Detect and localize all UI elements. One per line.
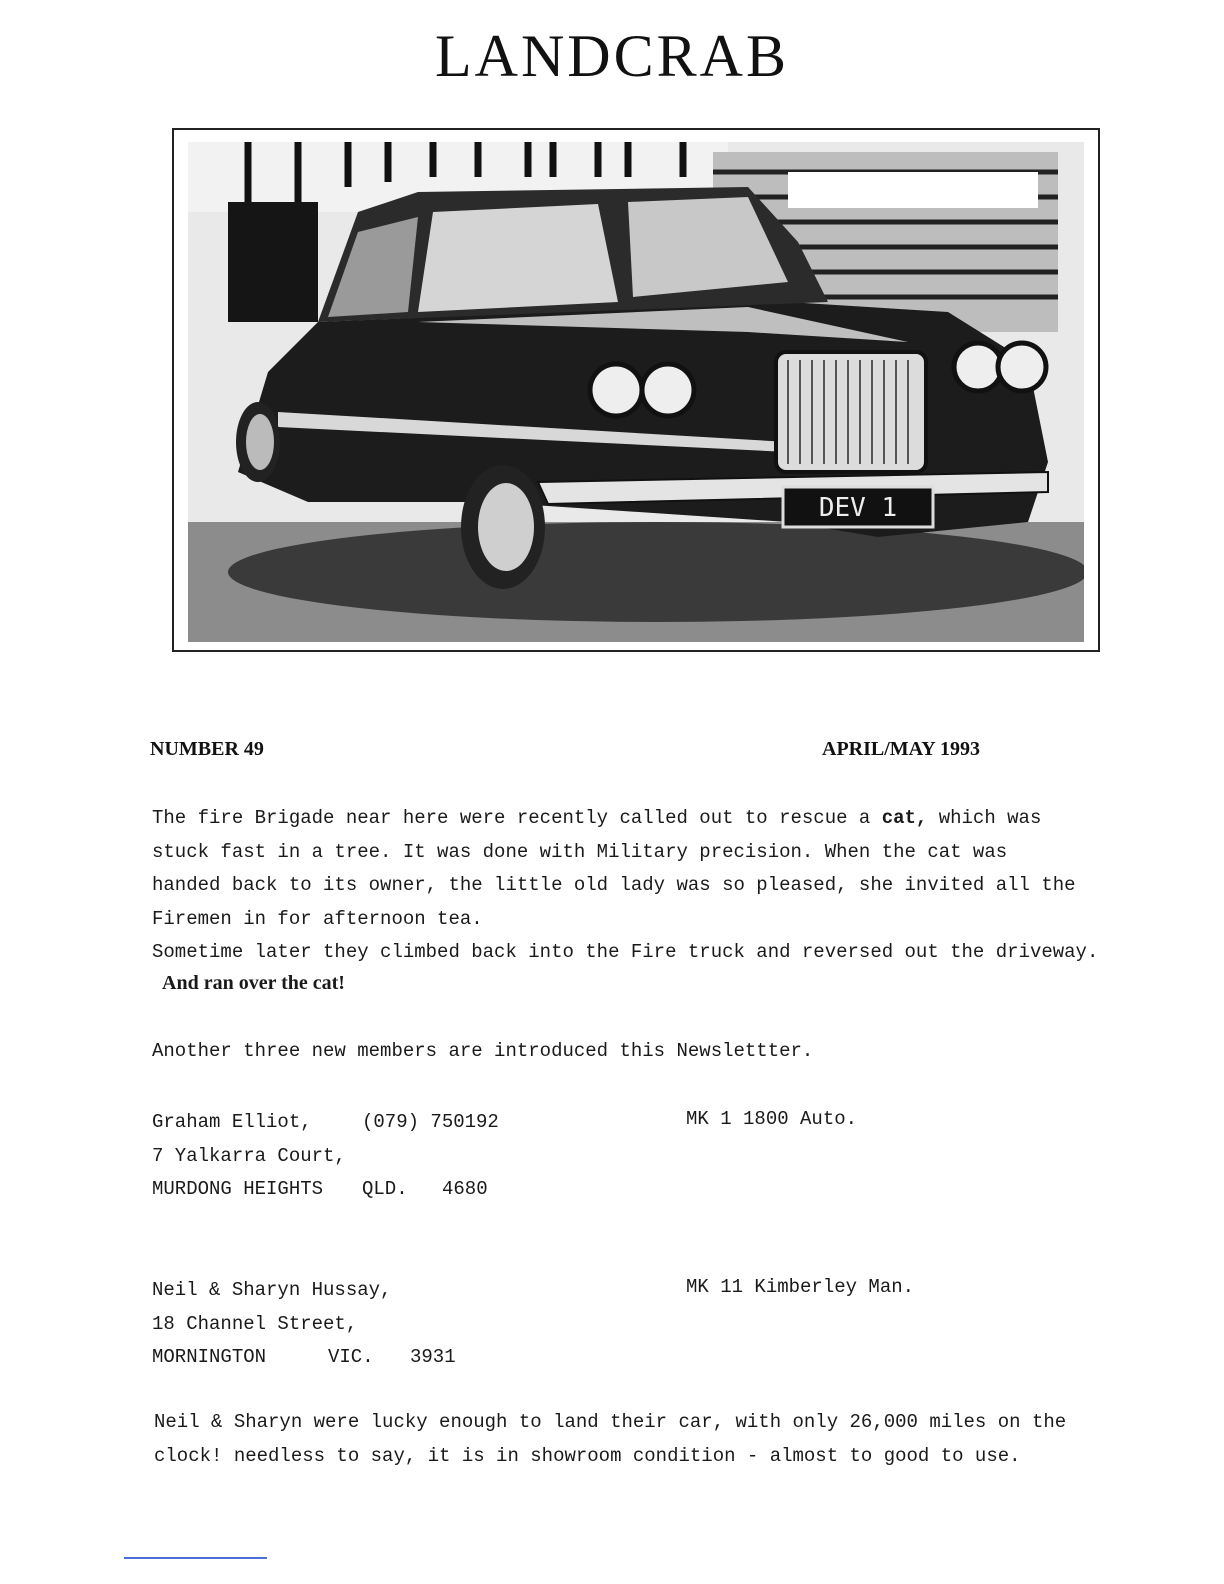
member-street: 18 Channel Street,: [152, 1312, 358, 1335]
member-postcode: 3931: [410, 1346, 456, 1369]
member-name: Graham Elliot,: [152, 1111, 312, 1133]
story-line: The fire Brigade near here were recently called out to rescue a cat, which was: [152, 807, 1042, 829]
story-line: Firemen in for afternoon tea.: [152, 907, 483, 930]
member-car: MK 11 Kimberley Man.: [686, 1276, 915, 1298]
member-suburb: MURDONG HEIGHTS: [152, 1178, 324, 1201]
member-suburb: MORNINGTON: [152, 1346, 267, 1369]
closing-line: clock! needless to say, it is in showroom condition - almost to good to use.: [154, 1444, 1021, 1467]
story-line: stuck fast in a tree. It was done with Military precision. When the cat was: [152, 840, 1008, 863]
members-intro: Another three new members are introduced this Newslettter.: [152, 1040, 814, 1062]
member-street: 7 Yalkarra Court,: [152, 1144, 346, 1167]
member-postcode: 4680: [442, 1178, 488, 1201]
member-state: QLD.: [362, 1178, 408, 1201]
cat-story: [152, 802, 1132, 970]
story-bold-word: cat,: [881, 807, 928, 829]
closing-line: Neil & Sharyn were lucky enough to land their car, with only 26,000 miles on the: [154, 1411, 1067, 1433]
member-phone: (079) 750192: [362, 1111, 499, 1133]
member-name: Neil & Sharyn Hussay,: [152, 1279, 392, 1301]
issue-date: APRIL/MAY 1993: [822, 738, 980, 760]
issue-number: NUMBER 49: [150, 738, 264, 760]
newsletter-title: LANDCRAB: [434, 23, 790, 89]
number-plate-text: DEV 1: [818, 493, 898, 523]
closing-paragraph: [154, 1406, 1066, 1473]
story-line: handed back to its owner, the little old lady was so pleased, she invited all the: [152, 874, 1076, 897]
member-state: VIC.: [328, 1346, 374, 1369]
member-car: MK 1 1800 Auto.: [686, 1108, 858, 1130]
footer-rule: [124, 1557, 267, 1559]
story-line: Sometime later they climbed back into the Fire truck and reversed out the driveway.: [152, 941, 1099, 964]
car-illustration: [188, 142, 1084, 642]
story-punchline: And ran over the cat!: [162, 972, 345, 994]
car-photo: [172, 128, 1100, 652]
